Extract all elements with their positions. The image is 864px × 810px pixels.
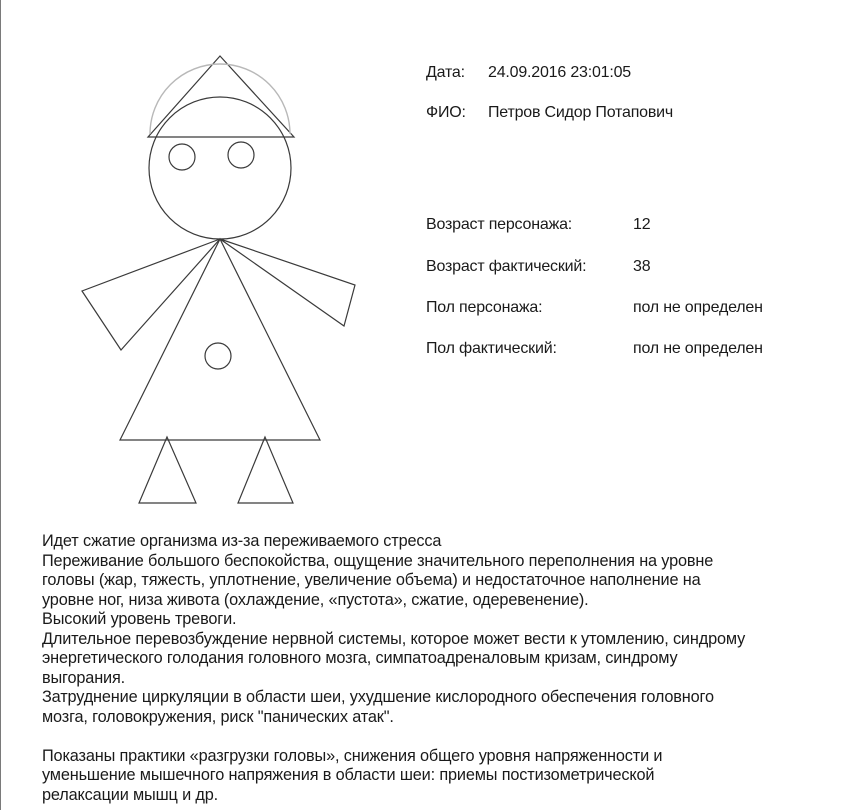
recommendation-line: Показаны практики «разгрузки головы», снижения общего уровня напряженности и: [42, 746, 663, 765]
description-text: [42, 532, 842, 805]
right-leg-triangle: [238, 437, 293, 503]
actual-sex-value: пол не определен: [633, 340, 763, 357]
head-circle: [149, 97, 291, 239]
actual-age-value: 38: [633, 258, 651, 275]
recommendation-line: релаксации мышц и др.: [42, 785, 219, 804]
description-line: энергетического голодания головного мозга, симпатоадреналовым кризам, синдрому: [42, 649, 678, 667]
actual-sex-label: Пол фактический:: [426, 340, 557, 357]
description-line: мозга, головокружения, риск "панических атак".: [42, 707, 394, 726]
right-eye-circle: [228, 142, 254, 168]
description-line: Идет сжатие организма из-за переживаемого стресса: [42, 532, 442, 550]
left-eye-circle: [169, 144, 195, 170]
figure-drawing: [0, 0, 420, 520]
left-arm-triangle: [82, 239, 220, 350]
description-line: Затруднение циркуляции в области шеи, ухудшение кислородного обеспечения головного: [42, 688, 714, 706]
description-line: уровне ног, низа живота (охлаждение, «пустота», сжатие, одеревенение).: [42, 590, 589, 609]
character-age-label: Возраст персонажа:: [426, 216, 573, 233]
left-leg-triangle: [139, 437, 196, 503]
description-line: головы (жар, тяжесть, уплотнение, увеличение объема) и недостаточное наполнение на: [42, 571, 701, 589]
right-arm-triangle: [220, 239, 355, 326]
hat-arc: [150, 64, 290, 134]
recommendation-line: уменьшение мышечного напряжения в области шеи: приемы постизометрической: [42, 766, 655, 784]
description-line: Переживание большого беспокойства, ощущение значительного переполнения на уровне: [42, 551, 714, 570]
character-sex-label: Пол персонажа:: [426, 299, 543, 316]
date-value: 24.09.2016 23:01:05: [488, 64, 632, 81]
body-triangle: [120, 239, 320, 440]
character-sex-value: пол не определен: [633, 299, 763, 316]
description-line: Высокий уровень тревоги.: [42, 610, 237, 628]
actual-age-label: Возраст фактический:: [426, 258, 587, 275]
character-age-value: 12: [633, 216, 651, 233]
date-label: Дата:: [426, 64, 465, 81]
body-button-circle: [205, 343, 231, 369]
name-label: ФИО:: [426, 104, 466, 121]
name-value: Петров Сидор Потапович: [488, 104, 674, 121]
description-line: Длительное перевозбуждение нервной системы, которое может вести к утомлению, синдрому: [42, 629, 746, 648]
description-line: выгорания.: [42, 668, 126, 687]
paragraph-gap: [42, 727, 842, 747]
